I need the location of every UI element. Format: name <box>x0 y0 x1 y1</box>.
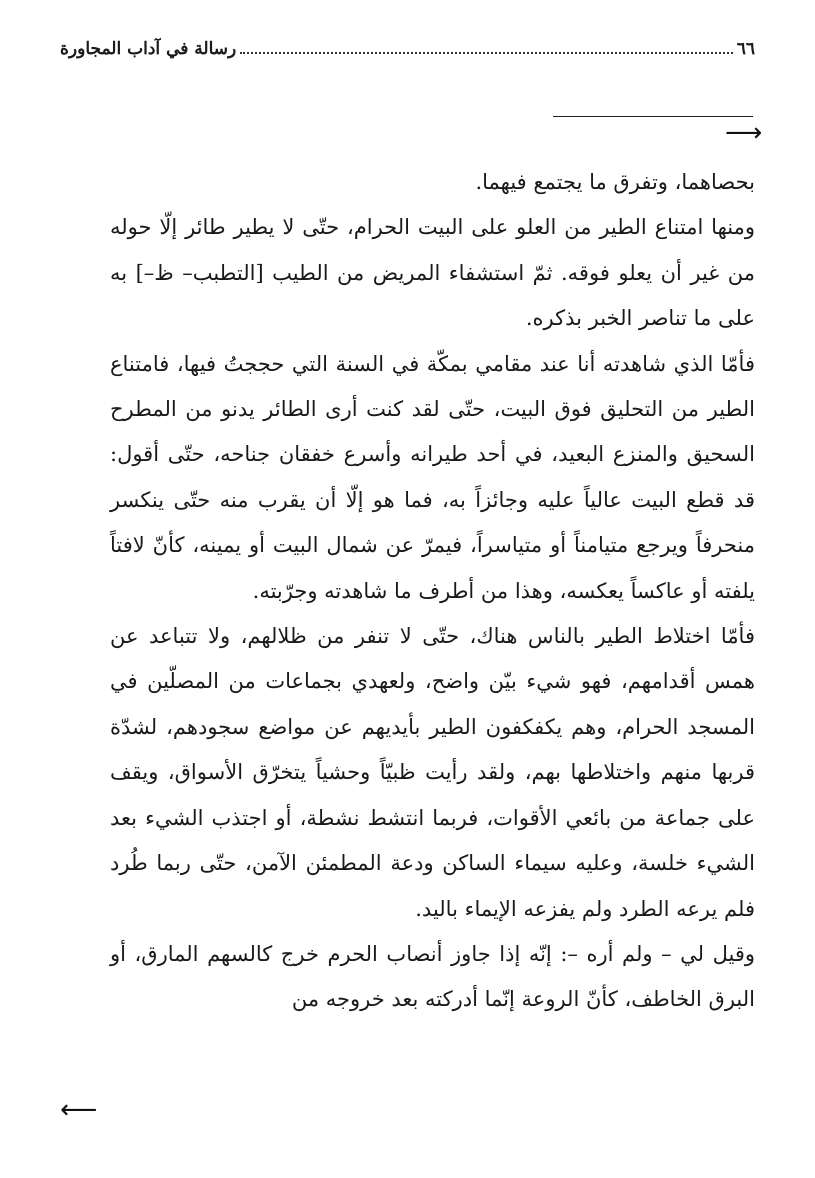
page-header <box>60 34 755 64</box>
page-number: ٦٦ <box>736 39 755 59</box>
paragraph: ومنها امتناع الطير من العلو على البيت الحرام، حتّى لا يطير طائر إلّا حوله من غير أن يعلو فوقه. ثمّ استشفاء المريض من الطيب [التطبب– ظ–] به على ما تناصر الخبر بذكره. <box>110 215 755 331</box>
paragraph: بحصاهما، وتفرق ما يجتمع فيهما. <box>475 170 755 194</box>
right-arrow-icon: ⟶ <box>725 118 763 148</box>
paragraph: فأمّا الذي شاهدته أنا عند مقامي بمكّة في السنة التي حججتُ فيها، فامتناع الطير من التحليق فوق البيت، حتّى لقد كنت أرى الطائر يدنو من المطرح السحيق والمنزع البعيد، في أحد طيرانه وأسرع خفقان جناحه، حتّى أقول: قد قطع البيت عالياً عليه وجائزاً به، فما هو إلّا أن يقرب منه حتّى ينكسر منحرفاً ويرجع متيامناً أو متياسراً، فيمرّ عن شمال البيت أو يمينه، كأنّ لافتاً يلفته أو عاكساً يعكسه، وهذا من أطرف ما شاهدته وجرّبته. <box>110 351 755 603</box>
text-body <box>110 160 755 1023</box>
paragraph: وقيل لي – ولم أره –: إنّه إذا جاوز أنصاب الحرم خرج كالسهم المارق، أو البرق الخاطف، كأنّ الروعة إنّما أدركته بعد خروجه من <box>110 941 755 1012</box>
separator-rule <box>553 116 753 117</box>
paragraph: فأمّا اختلاط الطير بالناس هناك، حتّى لا تنفر من ظلالهم، ولا تتباعد عن همس أقدامهم، فهو شيء بيّن واضح، ولعهدي بجماعات من المصلّين في المسجد الحرام، وهم يكفكفون الطير بأيديهم عن مواضع سجودهم، لشدّة قربها منهم واختلاطها بهم، ولقد رأيت ظبيّاً وحشياً يتخرّق الأسواق، ويقف على جماعة من بائعي الأقوات، فربما انتشط نشطة، أو اجتذب الشيء بعد الشيء خلسة، وعليه سيماء الساكن ودعة المطمئن الآمن، حتّى ربما طُرد فلم يرعه الطرد ولم يفزعه الإيماء باليد. <box>110 624 755 921</box>
left-arrow-icon: ⟵ <box>60 1095 98 1125</box>
running-title: رسالة في آداب المجاورة <box>60 39 237 59</box>
header-dot-leader <box>240 52 733 54</box>
